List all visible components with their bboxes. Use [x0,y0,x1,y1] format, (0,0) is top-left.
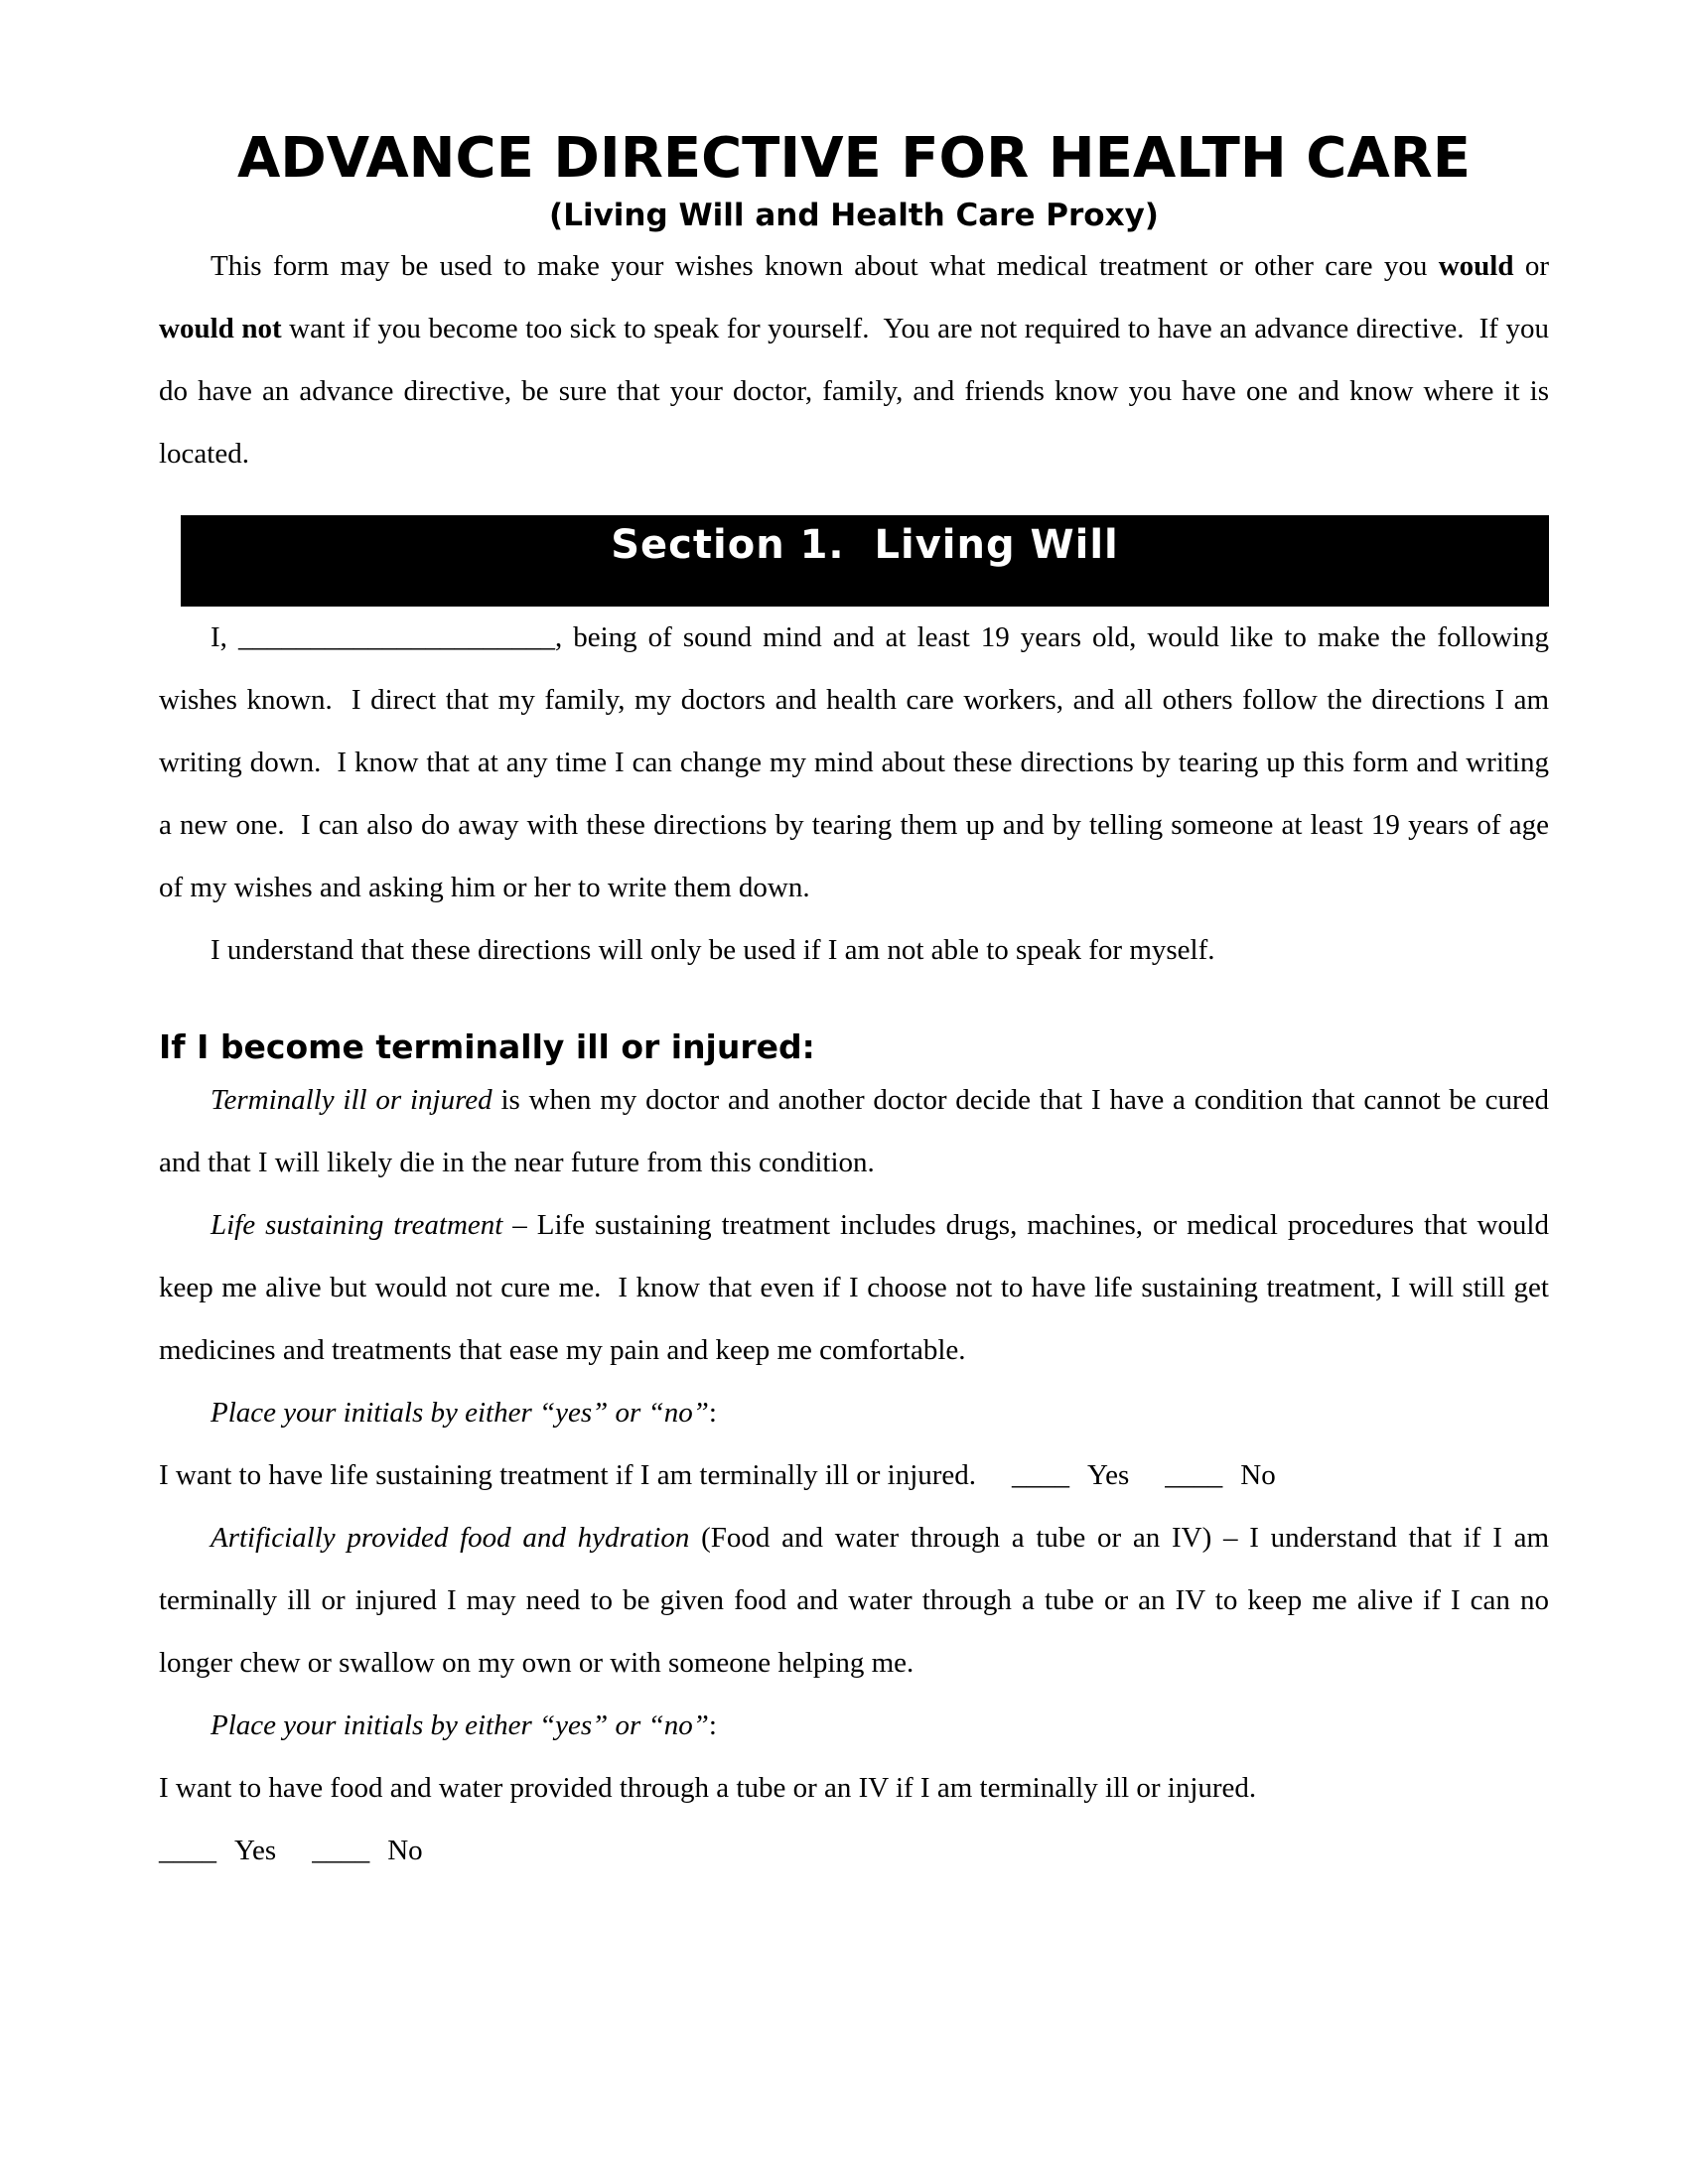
intro-text-1: This form may be used to make your wishes known about what medical treatment or other care you [211,250,1439,283]
food-yes-blank: ____ [159,1835,216,1867]
life-sustaining-text: – Life sustaining treatment includes drugs, machines, or medical procedures that would keep me alive but would not cure me. I know that even if I choose not to have life sustaining treatment, I will still get medicines and treatments that ease my pain and keep me comfortable. [159,1209,1557,1367]
life-no-blank: ____ [1165,1459,1223,1492]
life-sustaining-definition [159,1194,1557,1382]
initials-prompt-2 [159,1695,1549,1757]
life-yes-label: Yes [1087,1459,1130,1492]
section-1-header-label: Section 1. Living Will [611,522,1119,569]
life-sustaining-term: Life sustaining treatment [211,1209,503,1242]
section-1-header-bar [181,515,1549,607]
opening-body: , being of sound mind and at least 19 years old, would like to make the following wishes known. I direct that my family, my doctors and health care workers, and all others follow the directions I am writing down. I know that at any time I can change my mind about these directions by tearing up this form and writing a new one. I can also do away with these directions by tearing them up and by telling someone at least 19 years of age of my wishes and asking him or her to write them down. [159,621,1557,904]
terminally-ill-heading: If I become terminally ill or injured: [159,1027,815,1067]
initials-prompt-1-colon: : [708,1397,717,1430]
intro-text-3: want if you become too sick to speak for yourself. You are not required to have an advance directive. If you do have an advance directive, be sure that your doctor, family, and friends know you have one and know where it is located. [159,313,1557,471]
terminally-ill-text: is when my doctor and another doctor decide that I have a condition that cannot be cured and that I will likely die in the near future from this condition. [159,1084,1557,1179]
food-no-label: No [387,1835,423,1867]
initials-prompt-2-colon: : [708,1709,717,1742]
would-bold: would [1438,250,1514,283]
life-sustaining-question [159,1444,1549,1507]
would-not-bold: would not [159,313,282,345]
opening-lead: I, [211,621,238,654]
life-yes-blank: ____ [1012,1459,1070,1492]
intro-text-2: or [1513,250,1557,283]
initials-prompt-2-text: Place your initials by either “yes” or “no” [211,1709,709,1742]
document-subtitle: (Living Will and Health Care Proxy) [549,198,1159,234]
food-no-blank: ____ [312,1835,370,1867]
living-will-opening-paragraph [159,607,1557,919]
food-water-answer-line [159,1820,1549,1882]
terminally-ill-term: Terminally ill or injured [211,1084,492,1117]
life-sustaining-question-text: I want to have life sustaining treatment if I am terminally ill or injured. [159,1459,977,1492]
name-blank: ______________________ [237,621,555,654]
intro-paragraph [159,235,1557,485]
food-hydration-term: Artificially provided food and hydration [211,1522,690,1555]
terminally-ill-definition [159,1069,1557,1194]
food-yes-label: Yes [234,1835,277,1867]
life-no-label: No [1240,1459,1276,1492]
food-water-question: I want to have food and water provided through a tube or an IV if I am terminally ill or injured. [159,1772,1257,1805]
understand-paragraph: I understand that these directions will only be used if I am not able to speak for myself. [211,934,1215,967]
food-hydration-definition [159,1507,1557,1695]
food-hydration-text: (Food and water through a tube or an IV) – I understand that if I am terminally ill or injured I may need to be given food and water through a tube or an IV to keep me alive if I can no longer chew or swallow on my own or with someone helping me. [159,1522,1557,1680]
initials-prompt-1-text: Place your initials by either “yes” or “no” [211,1397,709,1430]
initials-prompt-1 [159,1382,1549,1444]
document-title: ADVANCE DIRECTIVE FOR HEALTH CARE [236,126,1472,191]
